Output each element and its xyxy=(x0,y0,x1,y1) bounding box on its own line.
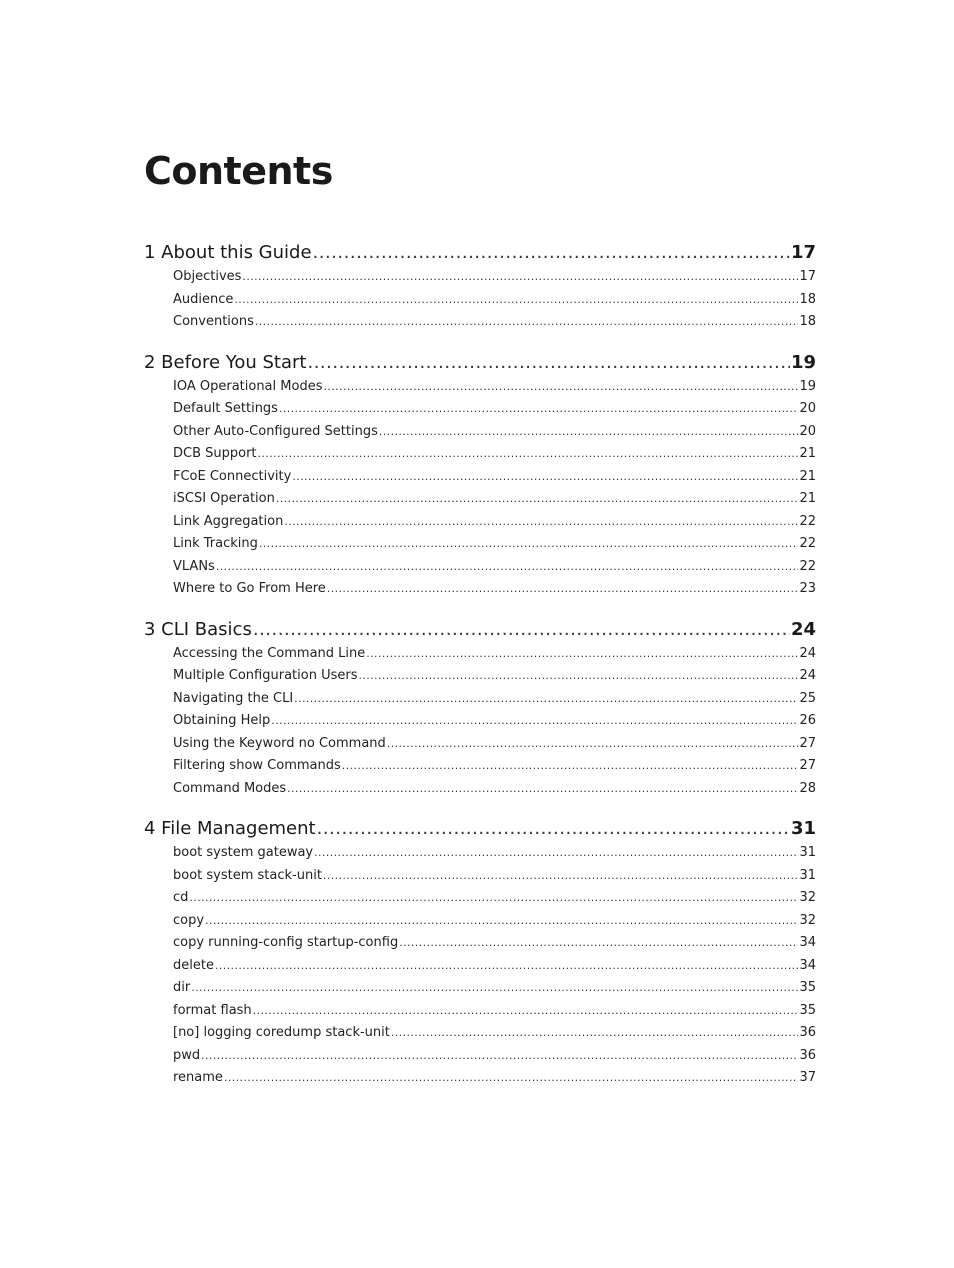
toc-section-title: FCoE Connectivity xyxy=(173,468,292,484)
toc-chapter-page-number: 19 xyxy=(790,351,816,373)
toc-section-entry[interactable] xyxy=(144,578,816,601)
toc-section-title: delete xyxy=(173,957,214,973)
toc-dot-leader xyxy=(314,842,798,865)
toc-dot-leader xyxy=(294,688,798,711)
toc-dot-leader xyxy=(242,266,798,289)
toc-dot-leader xyxy=(387,733,799,756)
toc-section-page-number: 22 xyxy=(799,558,816,574)
toc-section-page-number: 20 xyxy=(799,423,816,439)
toc-chapter-page-number: 17 xyxy=(790,242,816,263)
toc-section-entry[interactable] xyxy=(144,289,816,312)
toc-section-title: Link Tracking xyxy=(173,536,258,551)
toc-dot-leader xyxy=(201,1045,798,1068)
toc-dot-leader xyxy=(358,665,798,688)
toc-chapter-title: 3 CLI Basics xyxy=(144,618,252,640)
toc-dot-leader xyxy=(253,1000,799,1023)
toc-section-title: DCB Support xyxy=(173,446,257,461)
toc-section-entry[interactable] xyxy=(144,1022,816,1045)
toc-dot-leader xyxy=(317,816,790,842)
toc-dot-leader xyxy=(215,955,798,978)
toc-chapter-entry[interactable] xyxy=(144,350,816,376)
toc-section-page-number: 35 xyxy=(799,1002,816,1018)
toc-chapter xyxy=(144,350,816,601)
toc-section-page-number: 22 xyxy=(799,513,816,529)
toc-dot-leader xyxy=(271,710,798,733)
toc-section-page-number: 27 xyxy=(799,758,816,773)
toc-section-entry[interactable] xyxy=(144,842,816,865)
toc-dot-leader xyxy=(342,755,799,778)
toc-section-title: rename xyxy=(173,1070,223,1085)
toc-section-entry[interactable] xyxy=(144,688,816,711)
toc-section-page-number: 34 xyxy=(799,935,816,950)
toc-section-title: Command Modes xyxy=(173,780,287,796)
toc-section-entry[interactable] xyxy=(144,533,816,556)
toc-section-title: boot system stack-unit xyxy=(173,867,322,883)
toc-section-title: Other Auto-Configured Settings xyxy=(173,423,378,439)
toc-dot-leader xyxy=(253,617,790,643)
toc-section-page-number: 28 xyxy=(799,780,816,796)
toc-dot-leader xyxy=(255,311,799,334)
toc-section-title: Link Aggregation xyxy=(173,513,284,529)
toc-section-entry[interactable] xyxy=(144,977,816,1000)
toc-section-entry[interactable] xyxy=(144,311,816,334)
toc-dot-leader xyxy=(287,778,798,801)
toc-chapter-title: 4 File Management xyxy=(144,818,316,839)
toc-section-page-number: 32 xyxy=(799,912,816,928)
toc-section-entry[interactable] xyxy=(144,421,816,444)
toc-dot-leader xyxy=(307,350,789,376)
toc-section-page-number: 25 xyxy=(799,690,816,706)
toc-section-entry[interactable] xyxy=(144,955,816,978)
toc-dot-leader xyxy=(391,1022,799,1045)
toc-dot-leader xyxy=(224,1067,799,1090)
toc-section-title: Objectives xyxy=(173,269,242,284)
toc-section-entry[interactable] xyxy=(144,511,816,534)
toc-section-entry[interactable] xyxy=(144,556,816,579)
toc-section-title: boot system gateway xyxy=(173,845,314,860)
toc-dot-leader xyxy=(189,887,798,910)
toc-section-entry[interactable] xyxy=(144,376,816,399)
toc-chapter-entry[interactable] xyxy=(144,617,816,643)
toc-dot-leader xyxy=(313,240,790,266)
toc-section-page-number: 27 xyxy=(799,735,816,751)
toc-chapter-page-number: 31 xyxy=(790,818,816,839)
toc-section-entry[interactable] xyxy=(144,1067,816,1090)
toc-section-entry[interactable] xyxy=(144,755,816,778)
toc-dot-leader xyxy=(366,643,798,666)
toc-section-title: Accessing the Command Line xyxy=(173,645,366,661)
toc-section-entry[interactable] xyxy=(144,1000,816,1023)
toc-chapter xyxy=(144,240,816,334)
toc-dot-leader xyxy=(216,556,799,579)
toc-section-title: Audience xyxy=(173,291,234,307)
toc-section-entry[interactable] xyxy=(144,443,816,466)
toc-section-title: cd xyxy=(173,890,189,905)
toc-section-page-number: 26 xyxy=(799,713,816,728)
toc-section-page-number: 24 xyxy=(799,645,816,661)
toc-section-title: copy running-config startup-config xyxy=(173,935,399,950)
toc-dot-leader xyxy=(191,977,798,1000)
toc-section-page-number: 34 xyxy=(799,957,816,973)
toc-dot-leader xyxy=(279,398,799,421)
toc-section-entry[interactable] xyxy=(144,733,816,756)
toc-section-entry[interactable] xyxy=(144,643,816,666)
toc-dot-leader xyxy=(284,511,798,534)
toc-section-title: [no] logging coredump stack-unit xyxy=(173,1025,390,1040)
toc-section-page-number: 21 xyxy=(799,446,816,461)
toc-section-entry[interactable] xyxy=(144,865,816,888)
toc-section-page-number: 36 xyxy=(799,1025,816,1040)
toc-chapter xyxy=(144,816,816,1090)
toc-section-page-number: 23 xyxy=(799,581,816,596)
toc-dot-leader xyxy=(399,932,798,955)
page-title: Contents xyxy=(144,149,333,193)
toc-dot-leader xyxy=(292,466,798,489)
toc-section-page-number: 20 xyxy=(799,401,816,416)
toc-section-page-number: 37 xyxy=(799,1070,816,1085)
toc-chapter-title: 1 About this Guide xyxy=(144,242,312,263)
toc-section-page-number: 19 xyxy=(799,378,816,394)
table-of-contents xyxy=(144,240,816,1106)
toc-chapter-page-number: 24 xyxy=(790,618,816,640)
toc-section-title: Default Settings xyxy=(173,401,278,416)
toc-dot-leader xyxy=(258,443,799,466)
toc-section-entry[interactable] xyxy=(144,910,816,933)
toc-section-entry[interactable] xyxy=(144,466,816,489)
toc-section-title: Obtaining Help xyxy=(173,713,271,728)
toc-section-title: Multiple Configuration Users xyxy=(173,668,358,683)
toc-section-page-number: 31 xyxy=(799,845,816,860)
toc-section-title: Using the Keyword no Command xyxy=(173,735,386,751)
toc-section-entry[interactable] xyxy=(144,887,816,910)
toc-section-title: format flash xyxy=(173,1002,252,1018)
toc-section-title: IOA Operational Modes xyxy=(173,378,323,394)
toc-section-title: copy xyxy=(173,912,205,928)
toc-section-title: pwd xyxy=(173,1047,201,1063)
toc-section-page-number: 21 xyxy=(799,491,816,506)
toc-section-page-number: 21 xyxy=(799,468,816,484)
toc-section-entry[interactable] xyxy=(144,665,816,688)
toc-section-page-number: 17 xyxy=(799,269,816,284)
toc-dot-leader xyxy=(205,910,798,933)
toc-dot-leader xyxy=(276,488,799,511)
toc-section-title: Conventions xyxy=(173,314,254,329)
toc-section-title: VLANs xyxy=(173,558,215,574)
toc-section-title: dir xyxy=(173,980,191,995)
toc-section-title: Where to Go From Here xyxy=(173,581,326,596)
toc-section-page-number: 32 xyxy=(799,890,816,905)
toc-chapter-entry[interactable] xyxy=(144,816,816,842)
toc-section-entry[interactable] xyxy=(144,398,816,421)
toc-dot-leader xyxy=(327,578,799,601)
toc-dot-leader xyxy=(323,376,798,399)
toc-section-entry[interactable] xyxy=(144,1045,816,1068)
toc-section-title: Filtering show Commands xyxy=(173,758,341,773)
toc-section-entry[interactable] xyxy=(144,488,816,511)
toc-section-page-number: 18 xyxy=(799,314,816,329)
toc-section-title: Navigating the CLI xyxy=(173,690,294,706)
toc-chapter-entry[interactable] xyxy=(144,240,816,266)
toc-chapter xyxy=(144,617,816,801)
toc-dot-leader xyxy=(379,421,799,444)
toc-section-page-number: 22 xyxy=(799,536,816,551)
toc-section-entry[interactable] xyxy=(144,266,816,289)
toc-chapter-title: 2 Before You Start xyxy=(144,351,307,373)
toc-section-page-number: 18 xyxy=(799,291,816,307)
toc-section-page-number: 24 xyxy=(799,668,816,683)
toc-dot-leader xyxy=(234,289,798,312)
toc-section-title: iSCSI Operation xyxy=(173,491,275,506)
toc-section-entry[interactable] xyxy=(144,778,816,801)
toc-section-page-number: 35 xyxy=(799,980,816,995)
toc-section-page-number: 36 xyxy=(799,1047,816,1063)
toc-dot-leader xyxy=(323,865,799,888)
toc-section-entry[interactable] xyxy=(144,710,816,733)
toc-section-entry[interactable] xyxy=(144,932,816,955)
toc-dot-leader xyxy=(259,533,799,556)
toc-section-page-number: 31 xyxy=(799,867,816,883)
